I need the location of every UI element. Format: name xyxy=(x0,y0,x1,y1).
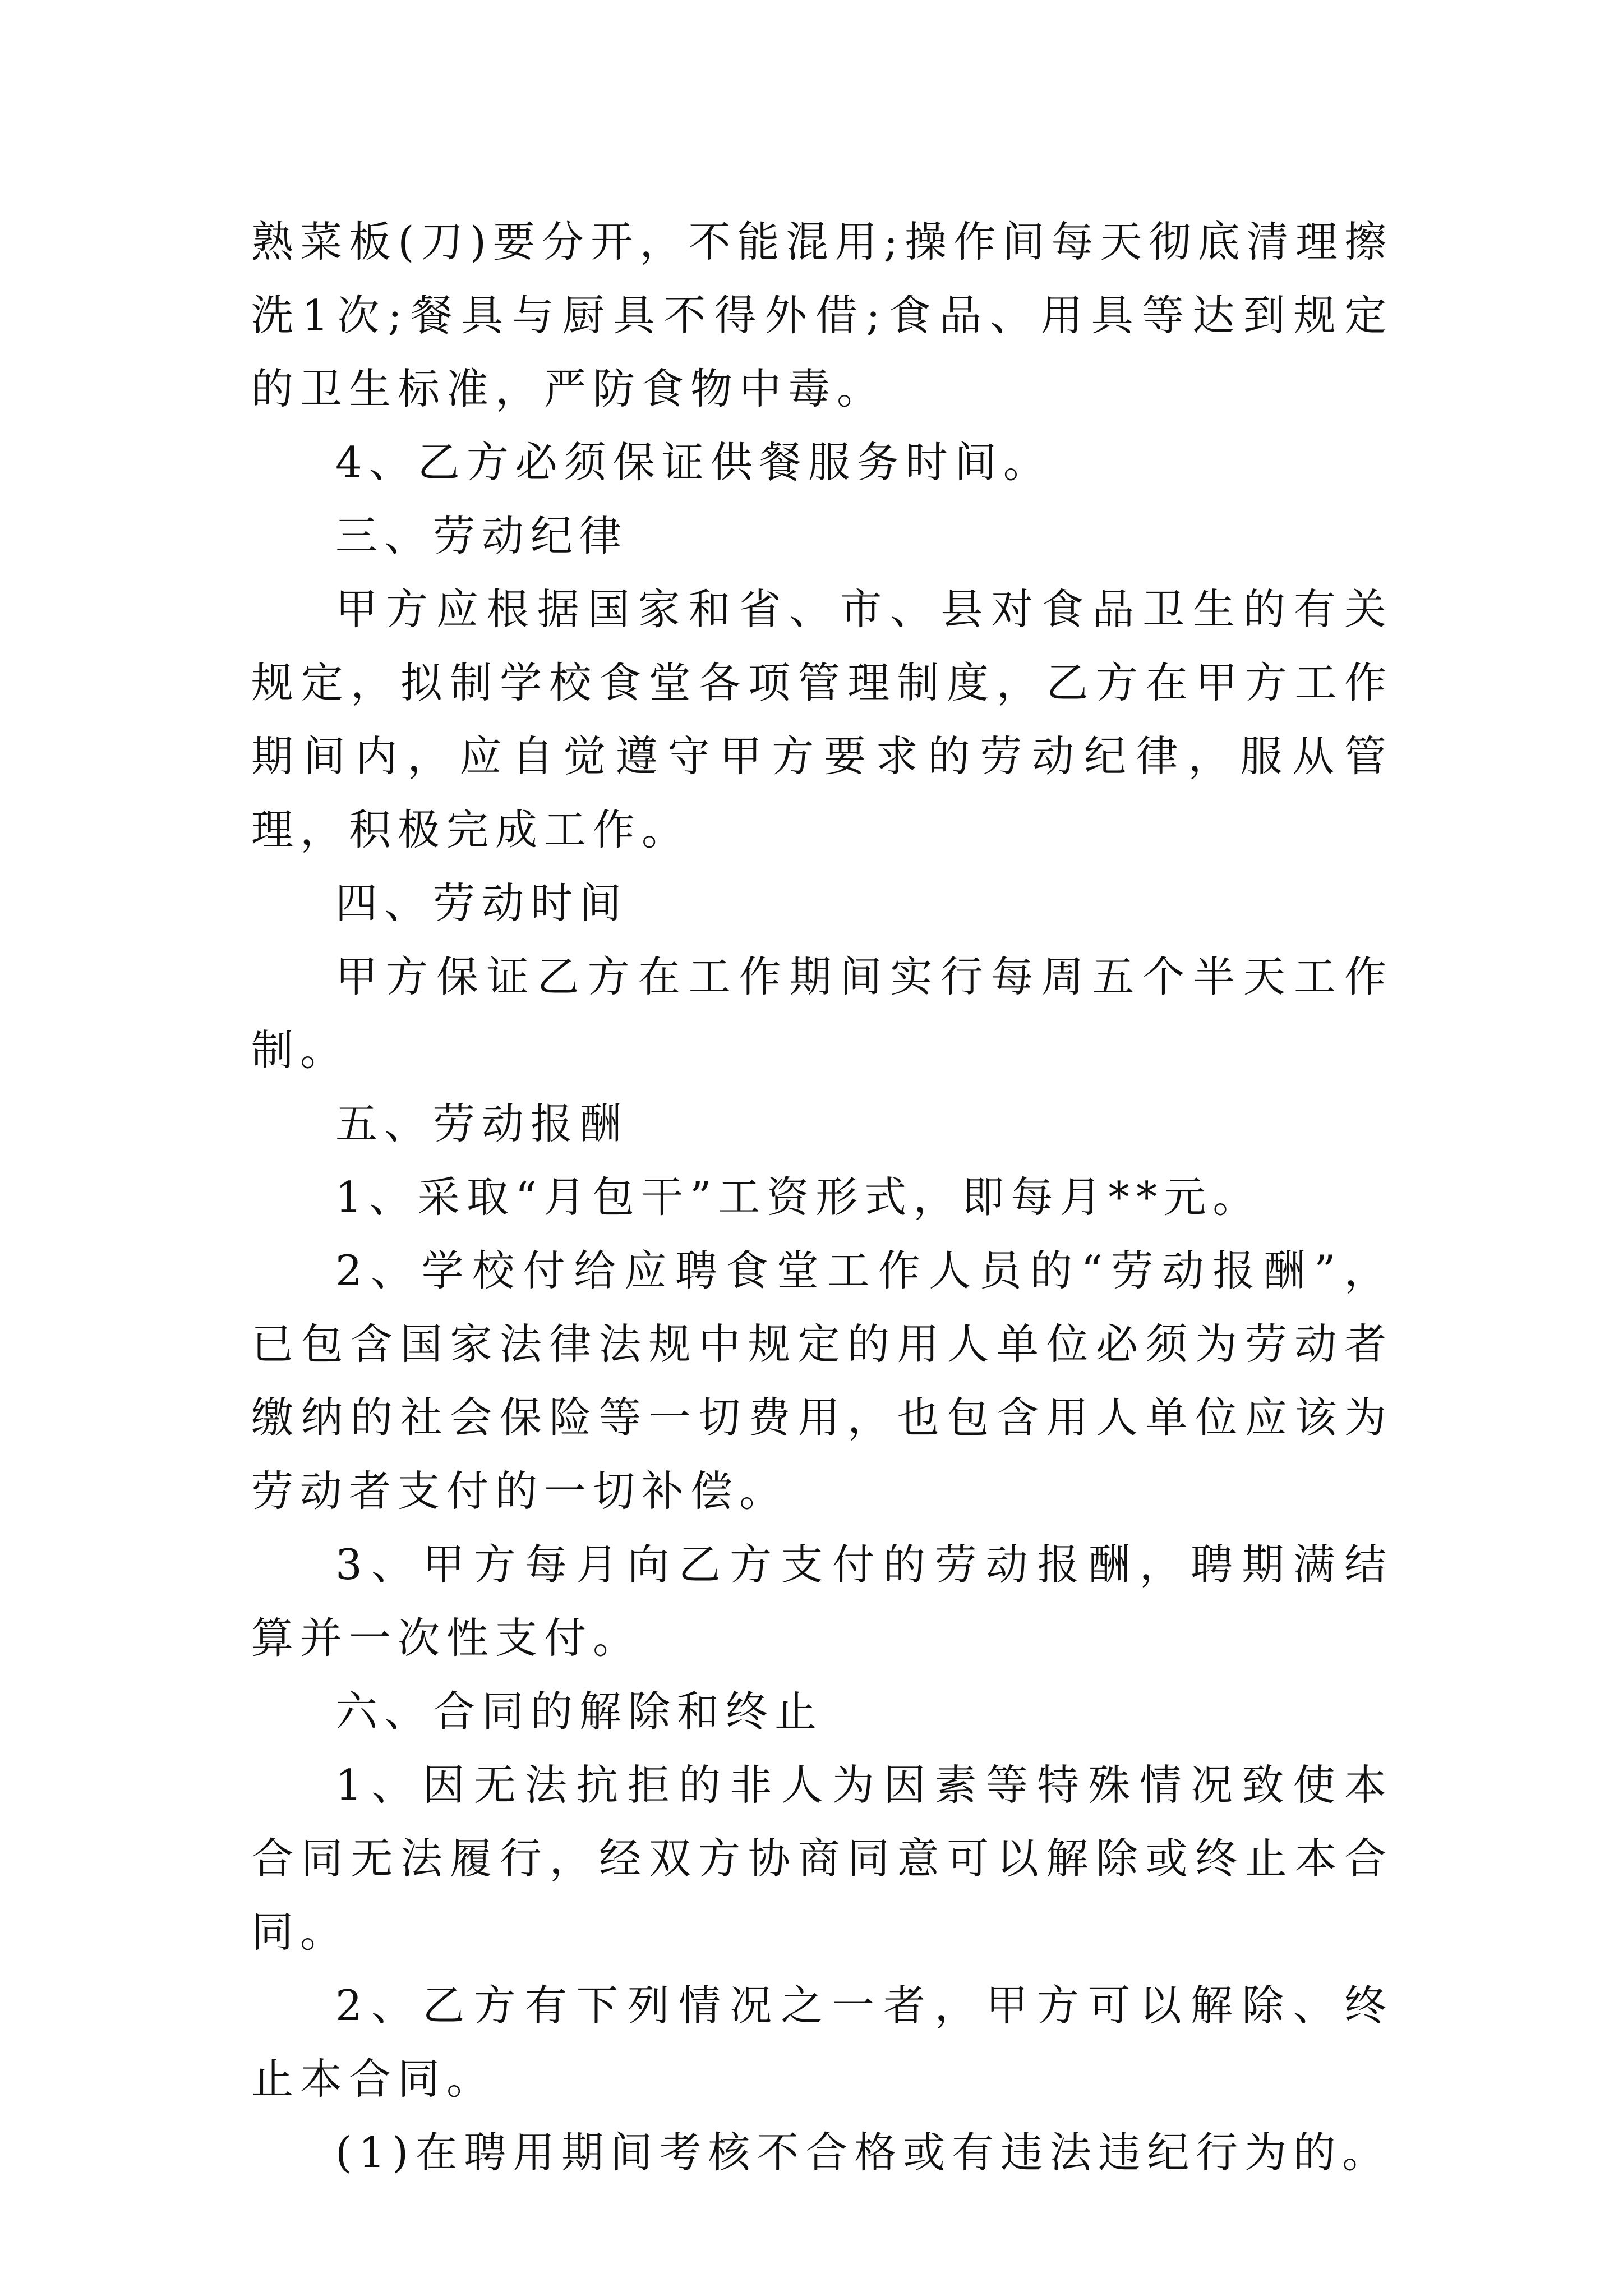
paragraph-termination-2-item-1: (1)在聘用期间考核不合格或有违法违纪行为的。 xyxy=(335,2128,1391,2177)
section-heading-remuneration: 五、劳动报酬 xyxy=(335,1099,629,1148)
paragraph-remuneration-2: 2、学校付给应聘食堂工作人员的“劳动报酬”，已包含国家法律法规中规定的用人单位必须为劳动者缴纳的社会保险等一切费用，也包含用人单位应该为劳动者支付的一切补偿。 xyxy=(251,1246,1393,1516)
paragraph-working-hours: 甲方保证乙方在工作期间实行每周五个半天工作制。 xyxy=(251,952,1393,1075)
paragraph-termination-1: 1、因无法抗拒的非人为因素等特殊情况致使本合同无法履行，经双方协商同意可以解除或终止本合同。 xyxy=(251,1760,1393,1957)
section-heading-working-hours: 四、劳动时间 xyxy=(335,878,629,928)
paragraph-remuneration-1: 1、采取“月包干”工资形式，即每月**元。 xyxy=(335,1172,1262,1222)
paragraph-remuneration-3: 3、甲方每月向乙方支付的劳动报酬，聘期满结算并一次性支付。 xyxy=(251,1540,1393,1663)
paragraph-service-time: 4、乙方必须保证供餐服务时间。 xyxy=(335,438,1052,487)
section-heading-termination: 六、合同的解除和终止 xyxy=(335,1687,824,1736)
paragraph-labor-discipline: 甲方应根据国家和省、市、县对食品卫生的有关规定，拟制学校食堂各项管理制度，乙方在甲方工作期间内，应自觉遵守甲方要求的劳动纪律，服从管理，积极完成工作。 xyxy=(251,585,1393,854)
document-body xyxy=(251,205,1393,2189)
section-heading-labor-discipline: 三、劳动纪律 xyxy=(335,511,629,560)
paragraph-termination-2: 2、乙方有下列情况之一者，甲方可以解除、终止本合同。 xyxy=(251,1981,1393,2104)
paragraph-hygiene-continuation: 熟菜板(刀)要分开，不能混用;操作间每天彻底清理擦洗1次;餐具与厨具不得外借;食品、用具等达到规定的卫生标准，严防食物中毒。 xyxy=(251,217,1393,413)
